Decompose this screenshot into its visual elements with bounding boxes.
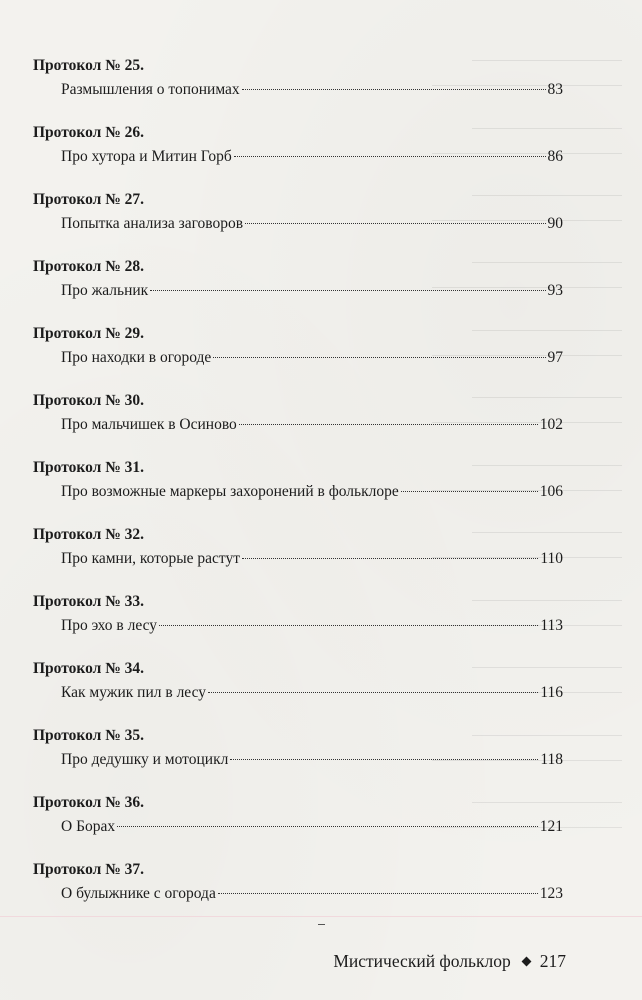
toc-page-number: 121 xyxy=(539,818,563,835)
toc-protocol-heading: Протокол № 30. xyxy=(33,392,145,409)
toc-entry xyxy=(33,123,563,190)
toc-page-number: 102 xyxy=(539,416,563,433)
toc-entry-title: Попытка анализа заговоров xyxy=(61,215,244,232)
toc-entry xyxy=(33,257,563,324)
toc-entry xyxy=(33,793,563,860)
toc-entry xyxy=(33,324,563,391)
toc-entry xyxy=(33,726,563,793)
dot-leader xyxy=(230,759,538,760)
toc-protocol-heading: Протокол № 26. xyxy=(33,124,145,141)
toc-entry-title: Про хутора и Митин Горб xyxy=(61,148,232,165)
toc-protocol-heading: Протокол № 37. xyxy=(33,861,145,878)
toc-entry xyxy=(33,391,563,458)
toc-row[interactable] xyxy=(61,147,563,167)
toc-entry-title: Про жальник xyxy=(61,282,149,299)
dot-leader xyxy=(242,89,546,90)
toc-entry xyxy=(33,458,563,525)
dot-leader xyxy=(159,625,538,626)
toc-row[interactable] xyxy=(61,549,563,569)
dot-leader xyxy=(401,491,538,492)
toc-entry xyxy=(33,659,563,726)
toc-row[interactable] xyxy=(61,750,563,770)
running-footer xyxy=(333,950,566,972)
toc-row[interactable] xyxy=(61,683,563,703)
toc-row[interactable] xyxy=(61,214,563,234)
toc-row[interactable] xyxy=(61,817,563,837)
toc-row[interactable] xyxy=(61,482,563,502)
toc-page-number: 113 xyxy=(540,617,563,634)
dot-leader xyxy=(234,156,546,157)
toc-entry xyxy=(33,592,563,659)
toc-entry-title: Про камни, которые растут xyxy=(61,550,241,567)
toc-protocol-heading: Протокол № 28. xyxy=(33,258,145,275)
page-divider xyxy=(0,916,642,917)
toc-entry-title: Как мужик пил в лесу xyxy=(61,684,207,701)
toc-page-number: 118 xyxy=(540,751,563,768)
toc-entry-title: О Борах xyxy=(61,818,116,835)
dot-leader xyxy=(242,558,538,559)
toc-row[interactable] xyxy=(61,415,563,435)
toc-protocol-heading: Протокол № 25. xyxy=(33,57,145,74)
toc-page-number: 97 xyxy=(547,349,563,366)
toc-entry-title: Про возможные маркеры захоронений в фольклоре xyxy=(61,483,399,500)
toc-row[interactable] xyxy=(61,616,563,636)
toc-entry-title: Размышления о топонимах xyxy=(61,81,240,98)
toc-protocol-heading: Протокол № 33. xyxy=(33,593,145,610)
toc-protocol-heading: Протокол № 27. xyxy=(33,191,145,208)
toc-row[interactable] xyxy=(61,884,563,904)
toc-page-number: 93 xyxy=(547,282,563,299)
toc-page-number: 106 xyxy=(539,483,563,500)
toc-protocol-heading: Протокол № 34. xyxy=(33,660,145,677)
toc-row[interactable] xyxy=(61,80,563,100)
toc-entry-title: Про эхо в лесу xyxy=(61,617,158,634)
dot-leader xyxy=(150,290,545,291)
toc-row[interactable] xyxy=(61,348,563,368)
toc-entry xyxy=(33,525,563,592)
dot-leader xyxy=(213,357,545,358)
toc-protocol-heading: Протокол № 31. xyxy=(33,459,145,476)
dot-leader xyxy=(117,826,538,827)
diamond-separator-icon xyxy=(521,956,531,966)
toc-page-number: 90 xyxy=(547,215,563,232)
toc-protocol-heading: Протокол № 29. xyxy=(33,325,145,342)
toc-page-number: 110 xyxy=(540,550,563,567)
table-of-contents xyxy=(33,56,563,927)
toc-entry-title: О булыжнике с огорода xyxy=(61,885,216,902)
toc-page-number: 83 xyxy=(547,81,563,98)
toc-page-number: 86 xyxy=(547,148,563,165)
toc-protocol-heading: Протокол № 36. xyxy=(33,794,145,811)
toc-protocol-heading: Протокол № 32. xyxy=(33,526,145,543)
toc-entry-title: Про дедушку и мотоцикл xyxy=(61,751,229,768)
dot-leader xyxy=(208,692,538,693)
toc-entry-title: Про мальчишек в Осиново xyxy=(61,416,237,433)
dot-leader xyxy=(239,424,538,425)
dash-mark xyxy=(318,924,325,925)
toc-entry-title: Про находки в огороде xyxy=(61,349,212,366)
toc-row[interactable] xyxy=(61,281,563,301)
page-number: 217 xyxy=(539,951,566,971)
toc-entry xyxy=(33,56,563,123)
toc-page-number: 123 xyxy=(539,885,563,902)
toc-protocol-heading: Протокол № 35. xyxy=(33,727,145,744)
book-title: Мистический фольклор xyxy=(333,951,511,971)
dot-leader xyxy=(245,223,545,224)
toc-entry xyxy=(33,190,563,257)
dot-leader xyxy=(218,893,538,894)
toc-page-number: 116 xyxy=(540,684,563,701)
